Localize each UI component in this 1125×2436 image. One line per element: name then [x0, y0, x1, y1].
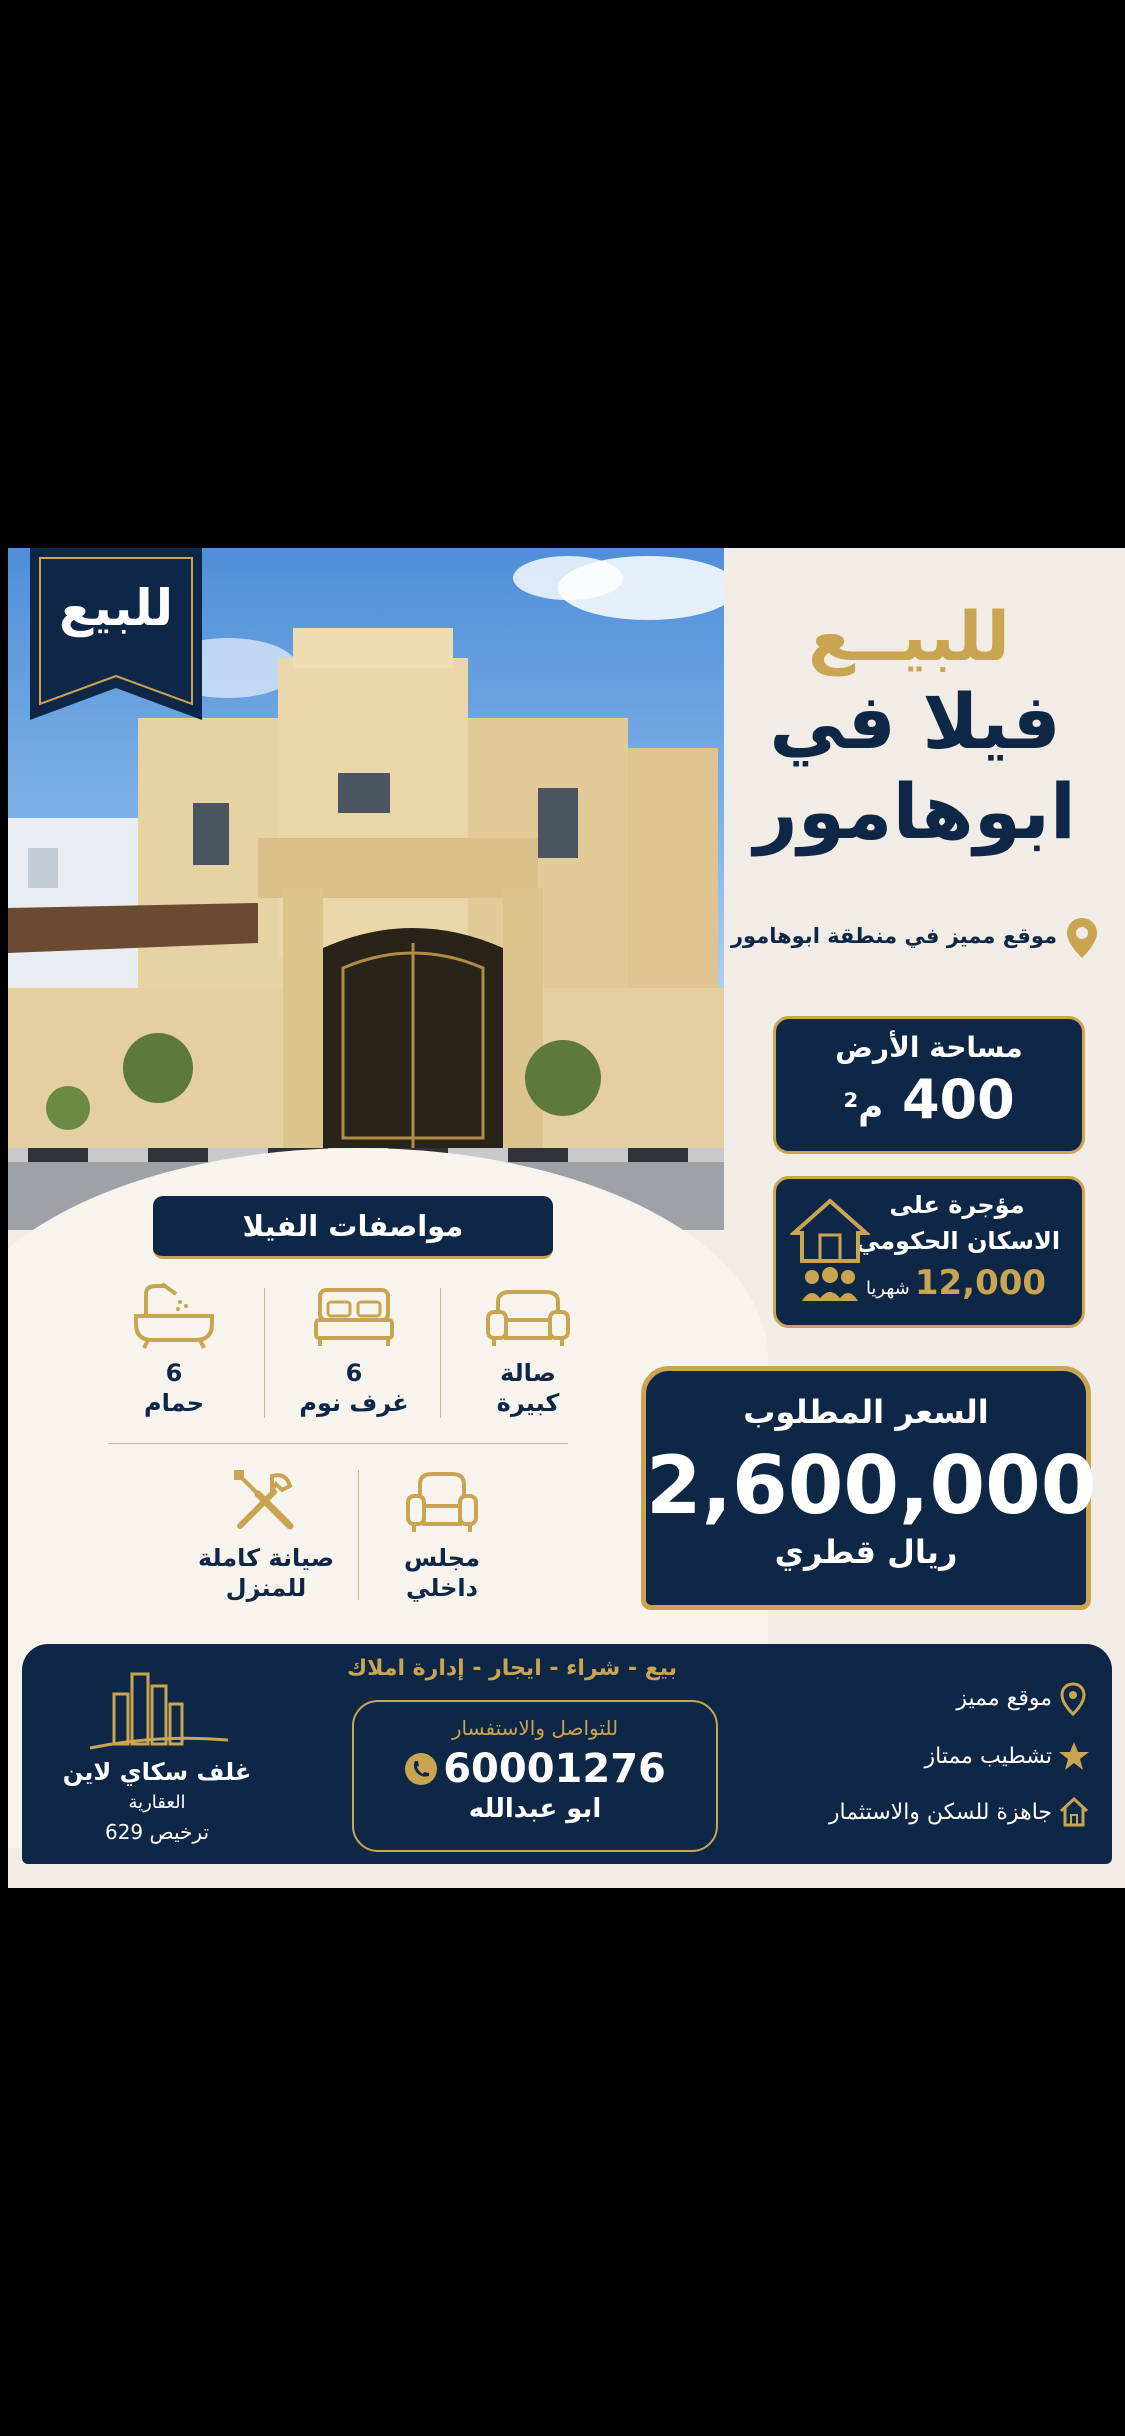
spec-line2: للمنزل [225, 1574, 307, 1602]
spec-divider [108, 1443, 568, 1444]
land-area-value: 400 [901, 1068, 1015, 1131]
spec-line1: صالة [500, 1359, 556, 1387]
spec-line1: صيانة كاملة [197, 1544, 335, 1572]
spec-line1: 6 [345, 1359, 363, 1387]
contact-label: للتواصل والاستفسار [451, 1716, 619, 1740]
contact-box [352, 1700, 718, 1852]
feature-text: تشطيب ممتاز [924, 1744, 1052, 1769]
phone-row[interactable] [354, 1746, 716, 1792]
spec-bedrooms [264, 1358, 444, 1418]
land-area-label: مساحة الأرض [835, 1031, 1023, 1064]
spec-line2: داخلي [406, 1574, 478, 1602]
feature-item [829, 1800, 1052, 1825]
company-logo-panel [42, 1654, 272, 1854]
spec-line1: مجلس [404, 1544, 480, 1572]
home-icon [1058, 1796, 1090, 1828]
price-label: السعر المطلوب [743, 1393, 989, 1431]
spec-line2: كبيرة [496, 1389, 560, 1417]
bathtub-icon [132, 1282, 216, 1352]
rented-period: شهريا [865, 1278, 910, 1299]
spec-majlis [352, 1543, 532, 1603]
spec-maintenance [176, 1543, 356, 1603]
phone-number[interactable]: 60001276 [443, 1746, 666, 1792]
contact-name: ابو عبدالله [468, 1794, 602, 1824]
spec-line2: حمام [144, 1389, 204, 1417]
land-area-value-row [776, 1070, 1082, 1137]
spec-line2: غرف نوم [299, 1389, 409, 1417]
house-people-icon [790, 1195, 870, 1305]
rented-amount: 12,000 [914, 1263, 1047, 1303]
rented-line2: الاسكان الحكومي [855, 1227, 1061, 1255]
rented-line1: مؤجرة على [889, 1191, 1025, 1219]
badge-label: للبيع [58, 579, 174, 637]
buildings-logo-icon [84, 1664, 234, 1754]
armchair-icon [406, 1470, 478, 1536]
price-value: 2,600,000 [646, 1439, 1097, 1532]
ad-poster [8, 548, 1125, 1888]
star-icon [1058, 1740, 1090, 1772]
feature-text: موقع مميز [956, 1686, 1052, 1711]
company-license: ترخيص 629 [104, 1820, 210, 1844]
feature-item [925, 1744, 1053, 1769]
specs-title-bar [153, 1196, 553, 1259]
spec-line1: 6 [165, 1359, 183, 1387]
feature-item [956, 1686, 1052, 1711]
header-title-line2: ابوهامور [754, 767, 1076, 856]
feature-text: جاهزة للسكن والاستثمار [828, 1800, 1052, 1825]
specs-title: مواصفات الفيلا [242, 1209, 464, 1243]
price-currency: ريال قطري [774, 1533, 958, 1571]
header-title-line1: فيلا في [769, 677, 1061, 766]
tools-icon [232, 1468, 298, 1534]
location-pin-icon [1067, 918, 1097, 958]
location-pin-icon [1060, 1682, 1086, 1716]
rented-amount-row [846, 1263, 1066, 1303]
footer-bar [22, 1644, 1112, 1864]
location-row [717, 918, 1097, 958]
spec-living-room [438, 1358, 618, 1418]
header-for-sale: للبيــع [808, 598, 1010, 677]
services-text: بيع - شراء - ايجار - إدارة املاك [346, 1656, 678, 1681]
company-sub: العقارية [128, 1792, 186, 1813]
bed-icon [312, 1284, 396, 1350]
location-text: موقع مميز في منطقة ابوهامور [730, 924, 1057, 948]
rented-box [773, 1176, 1085, 1328]
spec-bathrooms [84, 1358, 264, 1418]
land-area-box [773, 1016, 1085, 1154]
sofa-icon [484, 1284, 572, 1350]
land-area-unit: م² [843, 1087, 884, 1127]
phone-icon [404, 1752, 438, 1786]
company-name: غلف سكاي لاين [62, 1758, 252, 1786]
for-sale-badge [30, 548, 202, 720]
price-box [641, 1366, 1097, 1610]
